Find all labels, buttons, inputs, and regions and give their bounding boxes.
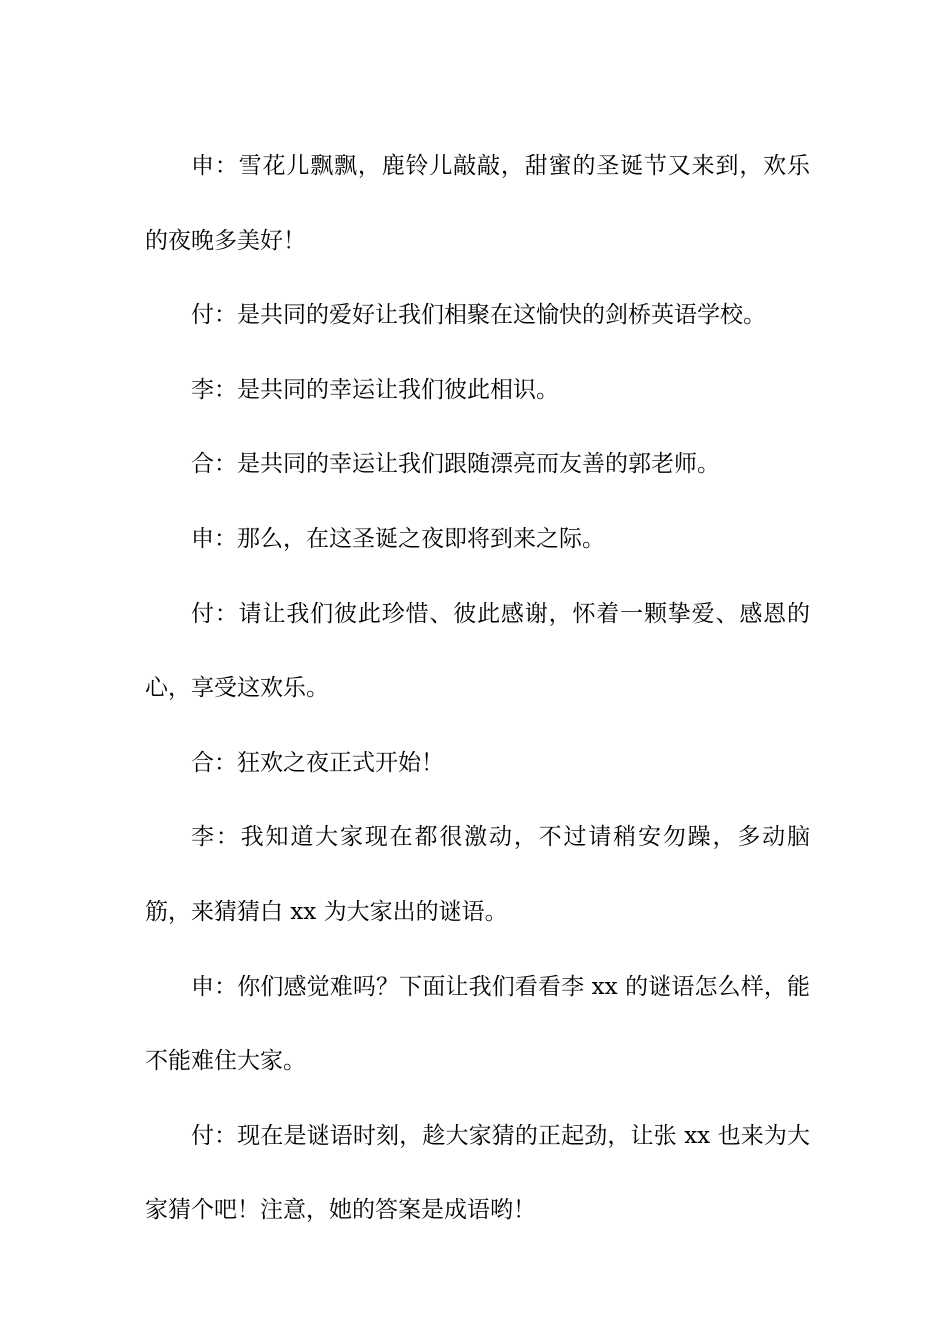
document-body <box>145 129 810 1248</box>
paragraph-6: 付：请让我们彼此珍惜、彼此感谢，怀着一颗挚爱、感恩的心，享受这欢乐。 <box>145 600 810 702</box>
paragraph-4: 合：是共同的幸运让我们跟随漂亮而友善的郭老师。 <box>191 451 720 478</box>
paragraph-1: 申：雪花儿飘飘，鹿铃儿敲敲，甜蜜的圣诞节又来到，欢乐的夜晚多美好！ <box>145 153 810 254</box>
paragraph-9: 申：你们感觉难吗？下面让我们看看李 xx 的谜语怎么样，能不能难住大家。 <box>145 973 810 1075</box>
paragraph-2: 付：是共同的爱好让我们相聚在这愉快的剑桥英语学校。 <box>191 302 766 329</box>
paragraph-3: 李：是共同的幸运让我们彼此相识。 <box>191 376 559 403</box>
paragraph-5: 申：那么，在这圣诞之夜即将到来之际。 <box>191 525 605 552</box>
paragraph-10: 付：现在是谜语时刻，趁大家猜的正起劲，让张 xx 也来为大家猜个吧！注意，她的答案是成语哟！ <box>145 1122 810 1224</box>
paragraph-7: 合：狂欢之夜正式开始！ <box>191 749 444 776</box>
paragraph-8: 李：我知道大家现在都很激动，不过请稍安勿躁，多动脑筋，来猜猜白 xx 为大家出的谜语。 <box>145 824 810 925</box>
